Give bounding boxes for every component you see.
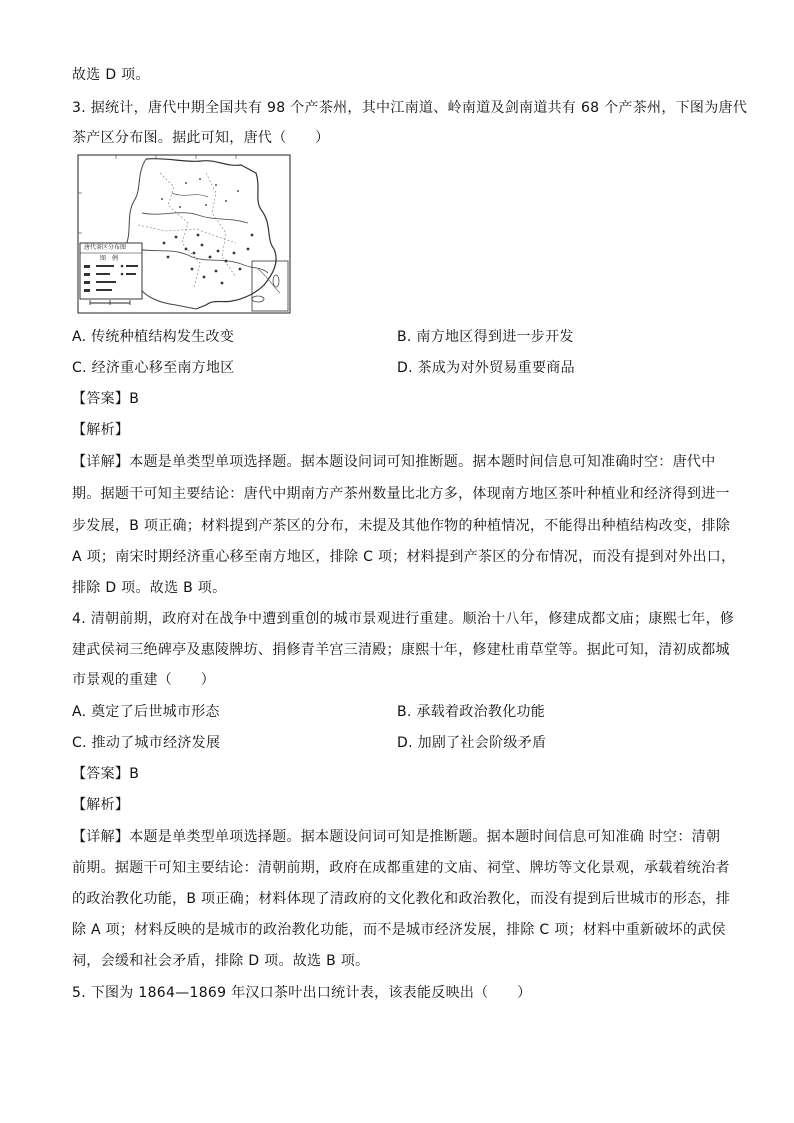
q3-detail-line-5: 排除 D 项。故选 B 项。 <box>72 580 227 596</box>
map-image <box>76 153 292 315</box>
q3-option-c[interactable]: C. 经济重心移至南方地区 <box>72 360 235 376</box>
q4-answer: 【答案】B <box>72 766 140 782</box>
q4-detail-line-3: 的政治教化功能，B 项正确；材料体现了清政府的文化教化和政治教化，而没有提到后世城市的形态，排 <box>72 891 731 907</box>
q4-stem-line-2: 建武侯祠三绝碑亭及惠陵牌坊、捐修青羊宫三清殿；康熙十年，修建杜甫草堂等。据此可知，清初成都城 <box>72 642 730 658</box>
q3-answer: 【答案】B <box>72 391 140 407</box>
q3-detail-line-1: 【详解】本题是单类型单项选择题。据本题设问词可知推断题。据本题时间信息可知准确时空：唐代中 <box>72 454 716 470</box>
q3-stem-line-1: 3. 据统计，唐代中期全国共有 98 个产茶州，其中江南道、岭南道及剑南道共有 68 个产茶州，下图为唐代 <box>72 100 748 116</box>
q3-detail-line-2: 期。据题干可知主要结论：唐代中期南方产茶州数量比北方多，体现南方地区茶叶种植业和经济得到进一 <box>72 486 730 502</box>
q4-option-c[interactable]: C. 推动了城市经济发展 <box>72 735 221 751</box>
q4-analysis-heading: 【解析】 <box>72 797 130 813</box>
q3-stem-line-2: 茶产区分布图。据此可知，唐代（ ） <box>72 130 330 146</box>
q3-option-a[interactable]: A. 传统种植结构发生改变 <box>72 329 235 345</box>
q4-detail-line-4: 除 A 项；材料反映的是城市的政治教化功能，而不是城市经济发展，排除 C 项；材料中重新破坏的武侯 <box>72 922 726 938</box>
q3-detail-line-4: A 项；南宋时期经济重心移至南方地区，排除 C 项；材料提到产茶区的分布情况，而没有提到对外出口， <box>72 549 736 565</box>
q3-detail-line-3: 步发展，B 项正确；材料提到产茶区的分布，未提及其他作物的种植情况，不能得出种植结构改变，排除 <box>72 518 731 534</box>
q3-analysis-heading: 【解析】 <box>72 422 130 438</box>
q4-detail-line-2: 前期。据题干可知主要结论：清朝前期，政府在成都重建的文庙、祠堂、牌坊等文化景观，承载着统治者 <box>72 860 730 876</box>
q5-stem-line-1: 5. 下图为 1864—1869 年汉口茶叶出口统计表，该表能反映出（ ） <box>72 985 532 1001</box>
map-legend-heading: 图 例 <box>100 255 119 262</box>
map-legend-title: 唐代茶区分布图 <box>84 244 127 251</box>
q4-stem-line-3: 市景观的重建（ ） <box>72 672 215 688</box>
q3-option-b[interactable]: B. 南方地区得到进一步开发 <box>397 329 574 345</box>
q4-option-b[interactable]: B. 承载着政治教化功能 <box>397 704 546 720</box>
prev-answer-line: 故选 D 项。 <box>72 67 150 83</box>
q4-option-a[interactable]: A. 奠定了后世城市形态 <box>72 704 220 720</box>
q4-option-d[interactable]: D. 加剧了社会阶级矛盾 <box>397 735 547 751</box>
q3-option-d[interactable]: D. 茶成为对外贸易重要商品 <box>397 360 575 376</box>
q4-detail-line-1: 【详解】本题是单类型单项选择题。据本题设问词可知是推断题。据本题时间信息可知准确 时空：清朝 <box>72 829 721 845</box>
q4-stem-line-1: 4. 清朝前期，政府对在战争中遭到重创的城市景观进行重建。顺治十八年，修建成都文庙；康熙七年，修 <box>72 611 735 627</box>
tang-tea-region-map <box>76 153 292 315</box>
q4-detail-line-5: 祠，会缓和社会矛盾，排除 D 项。故选 B 项。 <box>72 953 370 969</box>
